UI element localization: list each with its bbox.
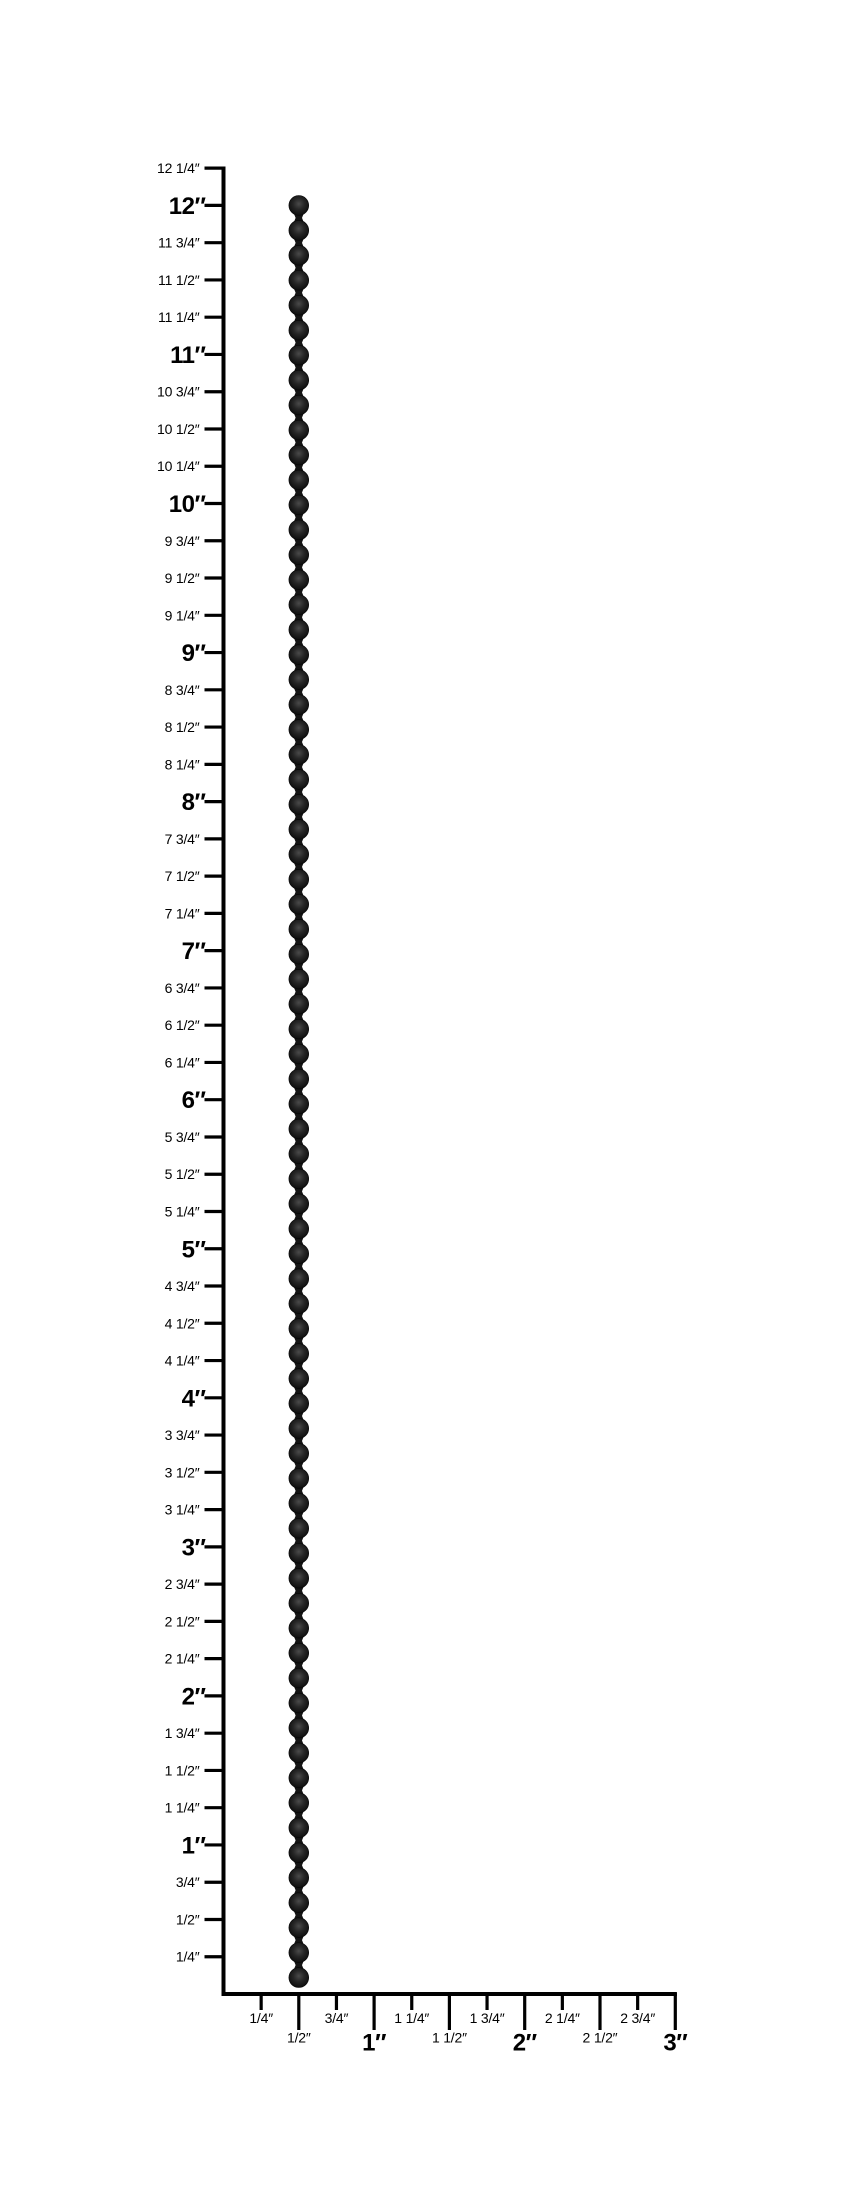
v-tick-label-1: 1″: [181, 1832, 206, 1860]
chain-ball: [289, 1468, 309, 1488]
h-tick-label-1.25: 1 1/4″: [394, 2010, 430, 2026]
chain-ball: [289, 570, 309, 590]
chain-ball: [289, 1868, 309, 1888]
v-tick-label-11: 11″: [170, 341, 206, 369]
v-tick-label-3.75: 3 3/4″: [164, 1427, 200, 1444]
chain-ball: [289, 1144, 309, 1164]
chain-ball: [289, 1743, 309, 1763]
v-tick-label-0.75: 3/4″: [175, 1874, 200, 1891]
v-tick-label-10: 10″: [168, 491, 206, 518]
h-tick-label-0.5: 1/2″: [286, 2029, 311, 2046]
chain-ball: [289, 894, 309, 914]
chain-ball: [289, 470, 309, 490]
chain-ball: [289, 795, 309, 815]
chain-ball: [289, 1893, 309, 1913]
h-tick-label-0.25: 1/4″: [249, 2010, 273, 2026]
chain-ball: [289, 1294, 309, 1314]
chain-ball: [289, 1419, 309, 1439]
chain-ball: [289, 595, 309, 615]
v-tick-label-8.75: 8 3/4″: [164, 681, 200, 698]
chain-ball: [289, 1793, 309, 1813]
chain-ball: [289, 1768, 309, 1788]
v-tick-label-8.25: 8 1/4″: [164, 756, 200, 773]
v-tick-label-5: 5″: [181, 1236, 206, 1264]
chain-ball: [289, 1543, 309, 1563]
h-tick-label-2: 2″: [512, 2029, 537, 2057]
h-tick-label-2.75: 2 3/4″: [620, 2010, 656, 2026]
chain-ball: [289, 1244, 309, 1264]
chain-ball: [289, 1069, 309, 1089]
v-tick-label-10.75: 10 3/4″: [157, 383, 200, 400]
chain-ball: [289, 370, 309, 390]
chain-ball: [289, 969, 309, 989]
chain-ball: [289, 245, 309, 265]
chain-ball: [289, 320, 309, 340]
chain-ball: [289, 1369, 309, 1389]
v-tick-label-12: 12″: [168, 192, 206, 220]
chain-ball: [289, 270, 309, 290]
chain-ball: [289, 919, 309, 939]
h-tick-label-1.75: 1 3/4″: [469, 2010, 505, 2026]
v-tick-label-8: 8″: [181, 789, 206, 817]
v-tick-label-1.75: 1 3/4″: [164, 1725, 200, 1742]
v-tick-label-4: 4″: [181, 1385, 206, 1413]
v-tick-label-6.5: 6 1/2″: [164, 1017, 200, 1034]
v-tick-label-7: 7″: [181, 938, 206, 966]
v-tick-label-2: 2″: [181, 1683, 206, 1711]
chain-ball: [289, 1394, 309, 1414]
chain-ball: [289, 1618, 309, 1638]
chain-ball: [289, 445, 309, 465]
v-tick-label-11.75: 11 3/4″: [158, 234, 200, 251]
chain-ball: [289, 1319, 309, 1339]
v-tick-label-3: 3″: [181, 1534, 206, 1562]
chain-ball: [289, 1693, 309, 1713]
v-tick-label-9: 9″: [181, 640, 206, 668]
v-tick-label-6: 6″: [181, 1087, 206, 1115]
v-tick-label-3.5: 3 1/2″: [164, 1464, 200, 1481]
chain-ball: [289, 196, 309, 216]
h-tick-label-3: 3″: [663, 2029, 688, 2057]
chain-ball: [289, 745, 309, 765]
v-tick-label-1.25: 1 1/4″: [164, 1799, 200, 1816]
ball-chain: [289, 196, 309, 1988]
chain-ball: [289, 1643, 309, 1663]
v-tick-label-4.5: 4 1/2″: [164, 1315, 200, 1332]
h-tick-label-2.5: 2 1/2″: [582, 2029, 618, 2046]
v-tick-label-9.25: 9 1/4″: [164, 607, 200, 624]
chain-ball: [289, 1344, 309, 1364]
v-tick-label-2.5: 2 1/2″: [164, 1613, 200, 1630]
v-tick-label-7.75: 7 3/4″: [164, 830, 200, 847]
chain-ball: [289, 1493, 309, 1513]
chain-ball: [289, 1094, 309, 1114]
chain-ball: [289, 1044, 309, 1064]
chain-ball: [289, 620, 309, 640]
v-tick-label-7.5: 7 1/2″: [164, 868, 200, 885]
chain-ball: [289, 1169, 309, 1189]
v-tick-label-1.5: 1 1/2″: [164, 1762, 200, 1779]
h-tick-label-1: 1″: [362, 2029, 387, 2057]
chain-ball: [289, 295, 309, 315]
chain-ball: [289, 520, 309, 540]
v-tick-label-11.25: 11 1/4″: [158, 309, 200, 326]
chain-ball: [289, 1194, 309, 1214]
v-tick-label-0.25: 1/4″: [175, 1948, 200, 1965]
h-tick-label-0.75: 3/4″: [324, 2010, 349, 2026]
chain-ball: [289, 1269, 309, 1289]
h-tick-label-2.25: 2 1/4″: [544, 2010, 580, 2026]
v-tick-label-5.25: 5 1/4″: [164, 1203, 200, 1220]
chain-ball: [289, 1444, 309, 1464]
v-tick-label-9.75: 9 3/4″: [164, 532, 200, 549]
v-tick-label-4.75: 4 3/4″: [164, 1278, 200, 1295]
v-tick-label-0.5: 1/2″: [175, 1911, 200, 1928]
chain-ball: [289, 1818, 309, 1838]
chain-ball: [289, 1119, 309, 1139]
chain-ball: [289, 844, 309, 864]
chain-ball: [289, 820, 309, 840]
v-tick-label-2.75: 2 3/4″: [164, 1576, 200, 1593]
chain-ball: [289, 1019, 309, 1039]
chain-ball: [289, 720, 309, 740]
v-tick-label-8.5: 8 1/2″: [164, 719, 200, 736]
v-tick-label-9.5: 9 1/2″: [164, 570, 200, 587]
chain-ball: [289, 695, 309, 715]
chain-ball: [289, 1718, 309, 1738]
v-tick-label-6.25: 6 1/4″: [164, 1054, 200, 1071]
chain-ball: [289, 645, 309, 665]
chain-ball: [289, 420, 309, 440]
chain-ball: [289, 1943, 309, 1963]
chain-ball: [289, 1968, 309, 1988]
chain-ball: [289, 994, 309, 1014]
v-tick-label-10.25: 10 1/4″: [157, 458, 200, 475]
chain-ball: [289, 1593, 309, 1613]
chain-ball: [289, 1918, 309, 1938]
chain-ball: [289, 1219, 309, 1239]
v-tick-label-2.25: 2 1/4″: [164, 1650, 200, 1667]
v-tick-label-5.5: 5 1/2″: [164, 1166, 200, 1183]
v-tick-label-4.25: 4 1/4″: [164, 1352, 200, 1369]
chain-ball: [289, 395, 309, 415]
v-tick-label-10.5: 10 1/2″: [157, 420, 200, 437]
v-tick-label-6.75: 6 3/4″: [164, 979, 200, 996]
chain-ball: [289, 495, 309, 515]
chain-ball: [289, 1668, 309, 1688]
h-tick-label-1.5: 1 1/2″: [431, 2029, 467, 2046]
chain-ball: [289, 944, 309, 964]
v-tick-label-5.75: 5 3/4″: [164, 1128, 200, 1145]
chain-ball: [289, 670, 309, 690]
chain-ball: [289, 1843, 309, 1863]
v-tick-label-12.25: 12 1/4″: [157, 160, 200, 177]
v-tick-label-3.25: 3 1/4″: [164, 1501, 200, 1518]
chain-ball: [289, 220, 309, 240]
v-tick-label-11.5: 11 1/2″: [158, 271, 200, 288]
chain-ball: [289, 869, 309, 889]
chain-ball: [289, 1568, 309, 1588]
v-tick-label-7.25: 7 1/4″: [164, 905, 200, 922]
chain-ball: [289, 1518, 309, 1538]
chain-ball: [289, 770, 309, 790]
chain-ball: [289, 545, 309, 565]
chain-ball: [289, 345, 309, 365]
